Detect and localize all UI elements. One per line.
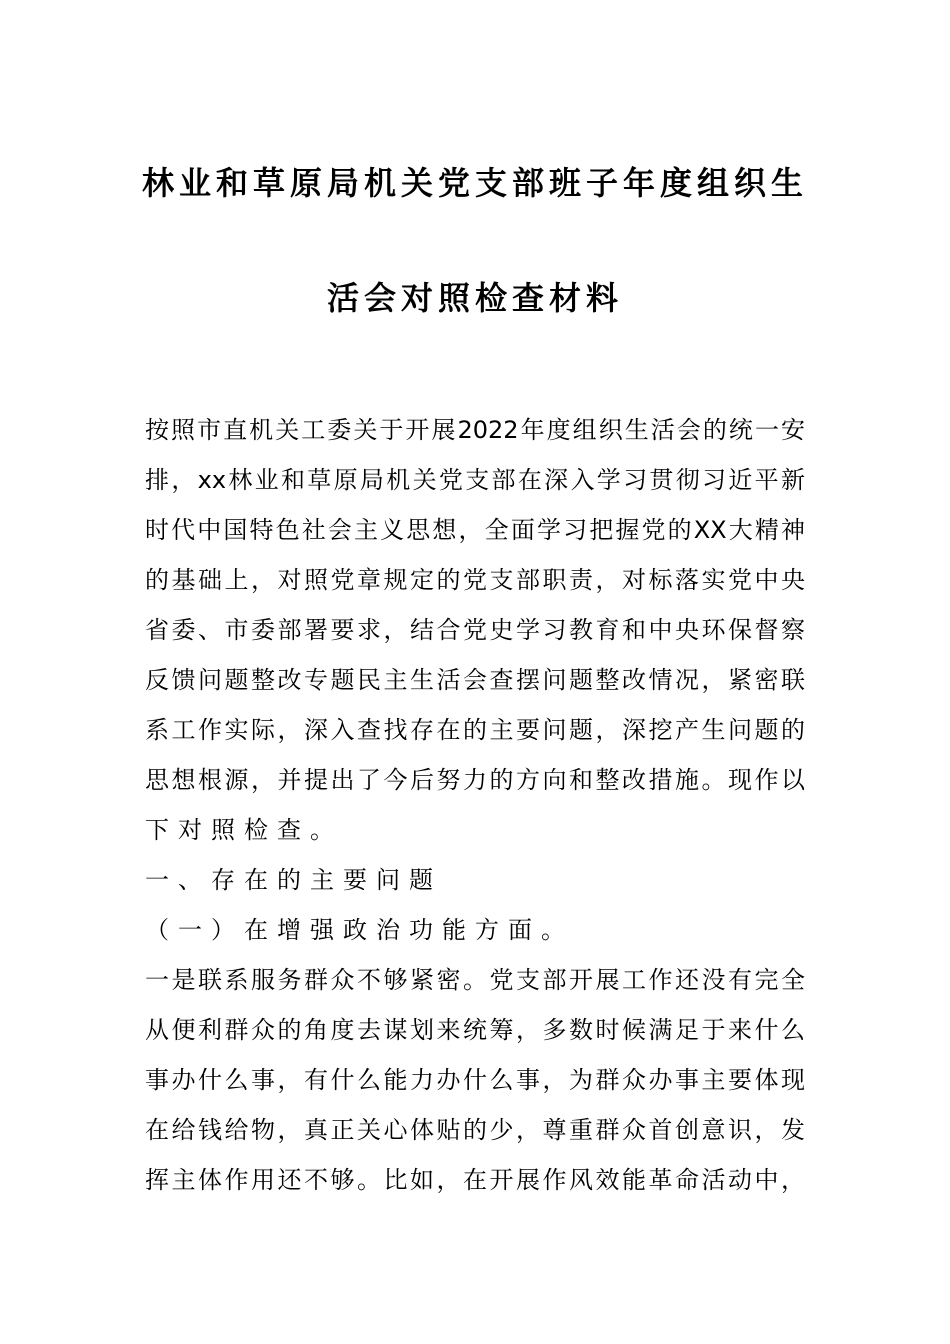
- body-text-line: 在给钱给物，真正关心体贴的少，尊重群众首创意识，发: [145, 1116, 805, 1144]
- body-text-line: （一）在增强政治功能方面。: [145, 916, 574, 944]
- document-title-line-2: 活会对照检查材料: [326, 279, 623, 317]
- body-text-line: 按照市直机关工委关于开展2022年度组织生活会的统一安: [145, 416, 805, 444]
- body-text-line: 排，xx林业和草原局机关党支部在深入学习贯彻习近平新: [145, 466, 805, 494]
- body-text-line: 时代中国特色社会主义思想，全面学习把握党的XX大精神: [145, 516, 805, 544]
- body-text-line: 的基础上，对照党章规定的党支部职责，对标落实党中央: [145, 566, 805, 594]
- body-text-line: 系工作实际，深入查找存在的主要问题，深挖产生问题的: [145, 716, 805, 744]
- body-text-line: 反馈问题整改专题民主生活会查摆问题整改情况，紧密联: [145, 666, 805, 694]
- body-text-line: 省委、市委部署要求，结合党史学习教育和中央环保督察: [145, 616, 805, 644]
- body-text-line: 一是联系服务群众不够紧密。党支部开展工作还没有完全: [145, 966, 805, 994]
- body-text-line: 事办什么事，有什么能力办什么事，为群众办事主要体现: [145, 1066, 805, 1094]
- body-text-line: 从便利群众的角度去谋划来统筹，多数时候满足于来什么: [145, 1016, 805, 1044]
- body-text-line: 下对照检查。: [145, 816, 343, 844]
- body-text-line: 思想根源，并提出了今后努力的方向和整改措施。现作以: [145, 766, 805, 794]
- document-title-line-1: 林业和草原局机关党支部班子年度组织生: [141, 164, 808, 202]
- body-text-line: 一、存在的主要问题: [145, 866, 442, 894]
- body-text-line: 挥主体作用还不够。比如，在开展作风效能革命活动中，: [145, 1166, 805, 1194]
- document-body: [145, 405, 805, 1205]
